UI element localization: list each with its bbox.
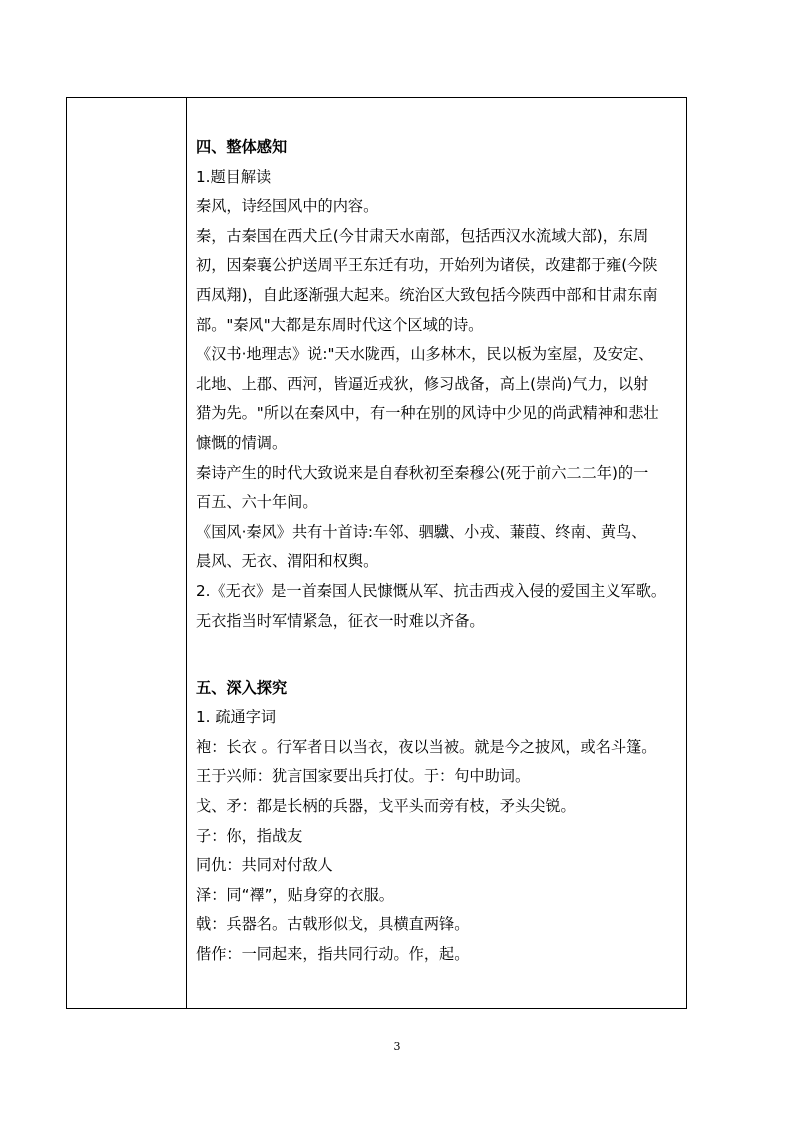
overall-line: 秦风，诗经国风中的内容。 bbox=[196, 197, 379, 216]
overall-line: 2.《无衣》是一首秦国人民慷慨从军、抗击西戎入侵的爱国主义军歌。 bbox=[196, 581, 667, 600]
overall-line: 秦诗产生的时代大致说来是自春秋初至秦穆公(死于前六二二年)的一 bbox=[196, 463, 649, 482]
explore-line: 戈、矛：都是长柄的兵器，戈平头而旁有枝，矛头尖锐。 bbox=[196, 797, 576, 816]
section-heading-overall: 四、整体感知 bbox=[196, 138, 288, 156]
paragraph-spacer bbox=[196, 636, 686, 666]
section-heading-explore: 五、深入探究 bbox=[196, 678, 288, 697]
overall-line: 无衣指当时军情紧急，征衣一时难以齐备。 bbox=[196, 611, 485, 630]
overall-line: 西凤翔)，自此逐渐强大起来。统治区大致包括今陕西中部和甘肃东南 bbox=[196, 285, 658, 304]
paragraph-spacer bbox=[196, 666, 686, 674]
explore-line: 同仇：共同对付敌人 bbox=[196, 856, 333, 875]
left-column-cell bbox=[67, 98, 187, 1008]
explore-line: 王于兴师：犹言国家要出兵打仗。于：句中助词。 bbox=[196, 767, 531, 786]
overall-line: 百五、六十年间。 bbox=[196, 493, 318, 512]
overall-line: 《国风·秦风》共有十首诗:车邻、驷驖、小戎、蒹葭、终南、黄鸟、 bbox=[196, 522, 647, 541]
right-column-cell bbox=[187, 98, 686, 1008]
overall-line: 部。"秦风"大都是东周时代这个区域的诗。 bbox=[196, 315, 484, 334]
overall-line: 慷慨的情调。 bbox=[196, 433, 288, 452]
overall-line: 初，因秦襄公护送周平王东迁有功，开始列为诸侯，改建都于雍(今陕 bbox=[196, 256, 658, 275]
explore-line: 1. 疏通字词 bbox=[196, 708, 277, 727]
explore-line: 偕作：一同起来，指共同行动。作，起。 bbox=[196, 945, 470, 964]
explore-line: 泽：同“襗”，贴身穿的衣服。 bbox=[196, 885, 394, 904]
overall-line: 北地、上郡、西河，皆逼近戎狄，修习战备，高上(崇尚)气力，以射 bbox=[196, 374, 649, 393]
lesson-content bbox=[196, 133, 686, 970]
overall-line: 晨风、无衣、渭阳和权舆。 bbox=[196, 552, 379, 571]
overall-line: 《汉书·地理志》说:"天水陇西，山多林木，民以板为室屋，及安定、 bbox=[196, 345, 654, 364]
explore-line: 袍：长衣 。行军者日以当衣，夜以当被。就是今之披风，或名斗篷。 bbox=[196, 737, 657, 756]
explore-line: 子：你，指战友 bbox=[196, 826, 303, 845]
overall-line: 秦，古秦国在西犬丘(今甘肃天水南部，包括西汉水流域大部)，东周 bbox=[196, 226, 649, 245]
page-number: 3 bbox=[393, 1040, 401, 1053]
overall-line: 1.题目解读 bbox=[196, 167, 272, 186]
overall-line: 猎为先。"所以在秦风中，有一种在别的风诗中少见的尚武精神和悲壮 bbox=[196, 404, 659, 423]
content-table bbox=[66, 97, 687, 1009]
explore-line: 戟：兵器名。古戟形似戈，具横直两锋。 bbox=[196, 915, 470, 934]
